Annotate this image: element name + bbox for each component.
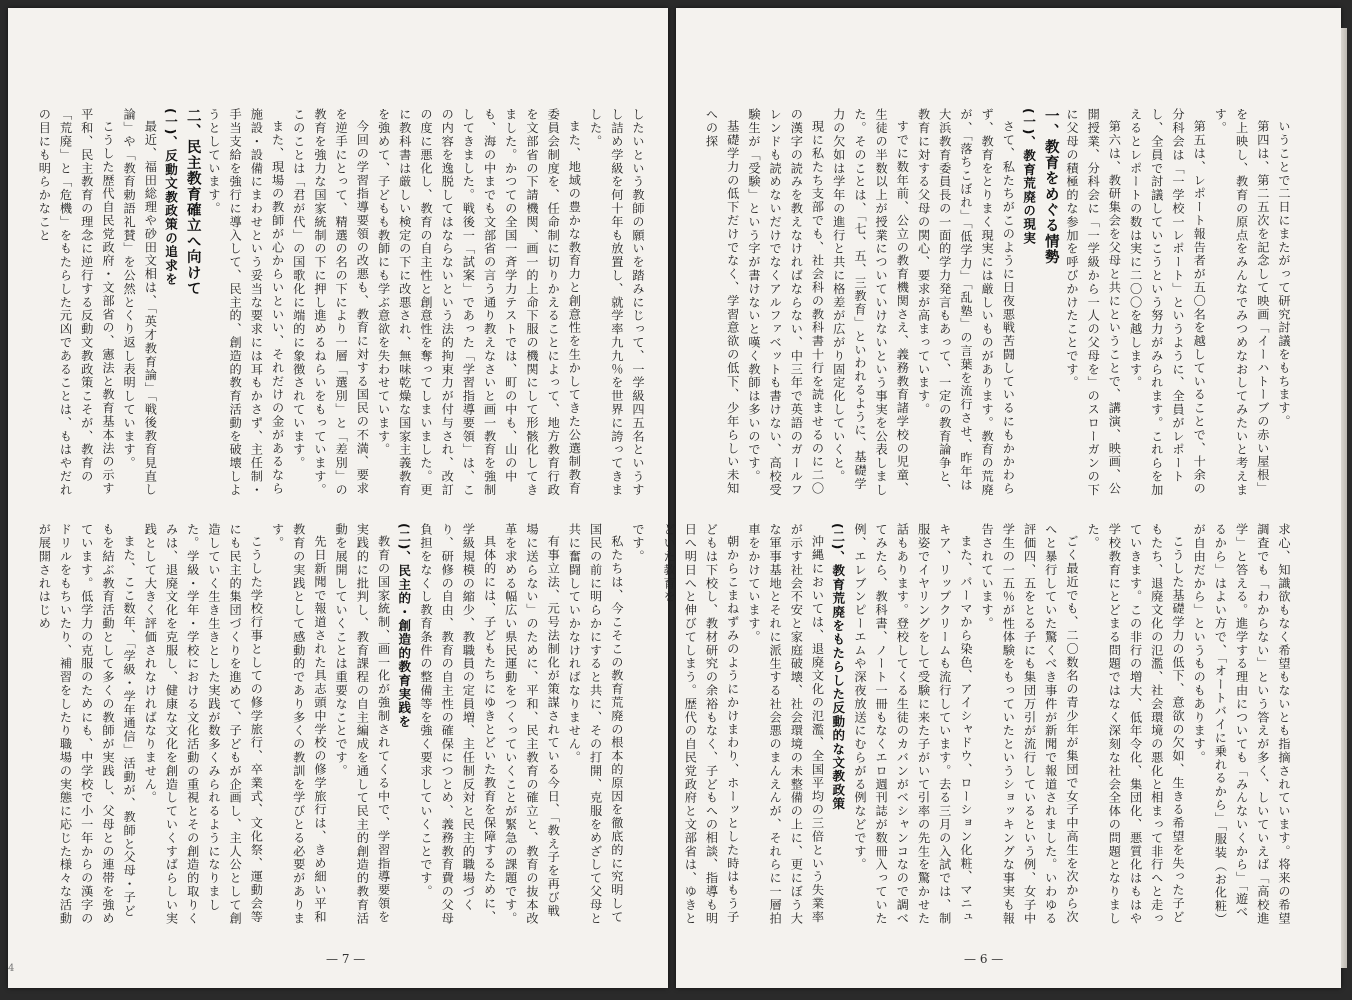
paragraph: さて、私たちがこのように日夜悪戦苦闘しているにもかかわらず、教育をとりまく現実には厳しいものがあります。教育の荒廃が、「落ちこぼれ」「低学力」「乱塾」の言葉を流行させ、昨年は大浜教育委員長の一面的学力発言もあって、一定の教育論争と、教育に対する父母の関心、要求が高まっています。	[916, 108, 1016, 497]
paragraph: 私たちは、今こそこの教育荒廃の根本的原因を徹底的に究明して国民の前に明らかにすると共に、その打開、克服をめざして父母と共に奮闘していかなければなりません。	[567, 523, 624, 925]
paragraph: 先日新聞で報道された具志頭中学校の修学旅行は、きめ細い平和教育の実践として感動的であり多くの教訓を学びとる必要があります。	[270, 523, 327, 925]
paragraph: 具体的には、子どもたちにゆきとどいた教育を保障するために、学級規模の縮少、教職員の定員増、主任制反対と民主的職場づくり、研修の自由、教育の自主性の確保につとめ、義務教育費の父母負担をなくし教育条件の整備等を強く要求していくことです。	[418, 523, 497, 925]
paragraph: また、現場の教師が心からいといい、それだけの金があるなら施設・設備にまわせという妥当な要求には耳もかさず、主任制・手当支給を強行に導入して、民主的、創造的教育活動を破壊しようとしています。	[206, 108, 285, 497]
section-heading: (二)、教育荒廃をもたらした反動的な文教政策	[830, 523, 846, 811]
paragraph: 第四は、第二五次を記念して映画「イーハトーブの赤い屋根」を上映し、教育の原点をみんなでみつめなおしてみたいと考えます。	[1213, 108, 1270, 497]
paragraph: したいという教師の願いを踏みにじって、一学級四五名というすし詰め学級を何十年も放置し、就学率九九％を世界に誇ってきました。	[588, 108, 645, 497]
paragraph: 求心、知識欲もなく希望もないとも指摘されています。将来の希望調査でも「わからない」という答えが多く、しいていえば「高校進学」と答える。進学する理由についても「みんないくから」「遊べるから」はよい方で、「オートバイに乗れるから」「服装（お化粧）が自由だから」というものもあります。	[1192, 523, 1291, 927]
paragraph: 基礎学力の低下だけでなく、学習意欲の低下、少年らしい未知への探	[704, 108, 740, 496]
paragraph: 沖縄においては、退廃文化の氾濫、全国平均の三倍という失業率が示す社会不安と家庭破壊、社会環境の未整備の上に、更にぼう大な軍事基地とそれに派生する社会悪のまんえんが、それらに一層拍車をかけています。	[746, 523, 825, 925]
paragraph: こうした基礎学力の低下、意欲の欠如、生きる希望を失った子どもたち、退廃文化の氾濫、社会環境の悪化と相まって非行へと走っていきます。この非行の増大、低年令化、集団化、悪質化はもはや学校教育にとどまる問題ではなく深刻な社会全体の問題となりました。	[1086, 523, 1185, 925]
paragraph: 朝からこまねずみのようにかけまわり、ホーッとした時はもう子どもは下校し、教材研究の余裕もなく、子どもへの相談、指導も明日へ明日へと伸びてしまう。歴代の自民党政府と文部省は、ゆきとどいた教育を	[662, 523, 740, 925]
paragraph: こうした歴代自民党政府・文部省の、憲法と教育基本法の示す平和、民主教育の理念に逆行する反動文教政策こそが、教育の「荒廃」と「危機」をもたらした元凶であることは、もはやだれの目にも明らかなこと	[37, 108, 115, 497]
paragraph: こうした学校行事としての修学旅行、卒業式、文化祭、運動会等にも民主的集団づくりを進めて、子どもが企画し、主人公として創造していく生き生きとした実践が数多くみられるようになりました。学級・学年・学校における文化活動の重視とその創造的取りくみは、退廃文化を克服し、健康な文化を創造していくすばらしい実践として大きく評価されなければなりません。	[143, 523, 264, 925]
paragraph: すでに数年前、公立の教育機関さえ、義務教育諸学校の児童、生徒の半数以上が授業についていけないという事実を公表しました。そのことは、「七、五、三教育」といわれるように、基礎学力の欠如は学年の進行と共に格差が広がり固定化していくと。	[831, 108, 910, 497]
section-heading: (一)、教育荒廃の現実	[1021, 108, 1037, 246]
right-page	[662, 8, 1341, 988]
paragraph: 第六は、教研集会を父母と共にということで、講演、映画、公開授業、分科会に「一学級から一人の父母を」のスローガンの下に父母の積極的な参加を呼びかけたことです。	[1064, 108, 1122, 497]
paragraph: 有事立法、元号法制化が策謀されている今日、「教え子を再び戦場に送らない」のために、平和、民主教育の確立と、教育の抜本改革を求める幅広い県民運動をつくっていくことが緊急の課題です。	[503, 523, 561, 925]
paragraph: また、パーマから染色、アイシャドウ、ローション化粧、マニュキア、リップクリームも流行しています。去る三月の入試では、制服姿でイヤリングをして受験に来た子がいて引率の先生を驚かせた話もあります。登校してくる生徒のカバンがベシャンコなので調べてみたら、教科書、ノート一冊もなくエロ週刊誌が数冊入っていた例、エレブンピーエムや深夜放送にむらがる例などです。	[852, 523, 973, 925]
paragraph: 最近、福田総理や砂田文相は、「英才教育論」「戦後教育見直し論」や「教育勅語礼賛」を公然とくり返し表明しています。	[122, 108, 158, 497]
page-number-left: — 7 —	[326, 952, 366, 966]
right-lower-text-block	[662, 523, 1294, 928]
section-heading: 二、民主教育確立へ向けて	[184, 108, 201, 297]
section-heading: 一、教育をめぐる情勢	[1042, 108, 1059, 265]
section-heading: (二)、民主的・創造的教育実践を	[396, 523, 412, 729]
paragraph: 第五は、レポート報告者が五〇名を越していることで、十余の分科会は「一学校一レポート」というように、全員がレポートし、全員で討議していこうという努力がみられます。これらを加えるとレポートの数は実に二〇〇を越します。	[1128, 108, 1207, 497]
left-page	[8, 8, 668, 988]
page-edge	[1341, 28, 1347, 968]
right-upper-text-block	[698, 108, 1294, 500]
paragraph: いうことで二日にまたがって研究討議をもちます。	[1277, 120, 1291, 429]
left-lower-text-block	[37, 523, 648, 928]
section-heading: (一)、反動文教政策の追求を	[163, 108, 179, 287]
paragraph: 現に私たち支部でも、社会科の教科書十行を読ませるのに二〇の漢字の読みを教えなければならない、中三年で英語のガールフレンドも読めないだけでなくアルファベットも書けない、高校受験生が「受験」という字が書けないと嘆く教師は多いのです。	[746, 108, 825, 497]
left-upper-text-block	[37, 108, 648, 500]
page-number-right: — 6 —	[964, 952, 1004, 966]
paragraph: また、ここ数年、「学級・学年通信」活動が、教師と父母・子どもを結ぶ教育活動として多くの教師が実践し、父母との連帯を強めています。低学力の克服のためにも、中学校で小一年からの漢字のドリルをもちいたり、補習をしたり職場の実態に応じた様々な活動が展開されはじめ	[37, 523, 137, 925]
paragraph: ごく最近でも、二〇数名の青少年が集団で女子中高生を次から次へと暴行していた驚くべき事件が新聞で報道されました。いわゆる評価四、五をとる子にも集団万引が流行しているという例、女子中学生の一五％が性体験をもっていたというショッキングな事実も報告されています。	[980, 523, 1079, 925]
paragraph: また、地域の豊かな教育力と創意性を生かしてきた公選制教育委員会制度を、任命制に切りかえることによって、地方教育行政を文部省の下請機関、画一的上命下服の機関にして形骸化してきました。かつての全国一斉学力テストでは、町の中も、山の中も、海の中までも文部省の言う通り教えなさいと画一教育を強制してきました。戦後一「試案」であった「学習指導要領」は、この内容を逸脱してはならないという法的拘束力が付与され、改訂の度に悪化し、教育の自主性と創意性を奪ってしまいました。更に教科書は厳しい検定の下に改悪され、無味乾燥な国家主義教育を強めて、子どもも教師にも学ぶ意欲を失わせています。	[376, 108, 582, 497]
paragraph: です。	[631, 523, 645, 564]
paragraph: 教育の国家統制、画一化が強制されてくる中で、学習指導要領を実践的に批判し、教育課程の自主編成を通して民主的創造的教育活動を展開していくことは重要なことです。	[334, 523, 391, 925]
paragraph: 今回の学習指導要領の改悪も、教育に対する国民の不満、要求を逆手にとって、精選の名の下により一層「選別」と「差別」の教育を強力な国家統制の下に押し進めるねらいをもっています。このことは「君が代」の国歌化に端的に象徴されています。	[291, 108, 370, 497]
margin-mark: 4	[8, 963, 15, 974]
